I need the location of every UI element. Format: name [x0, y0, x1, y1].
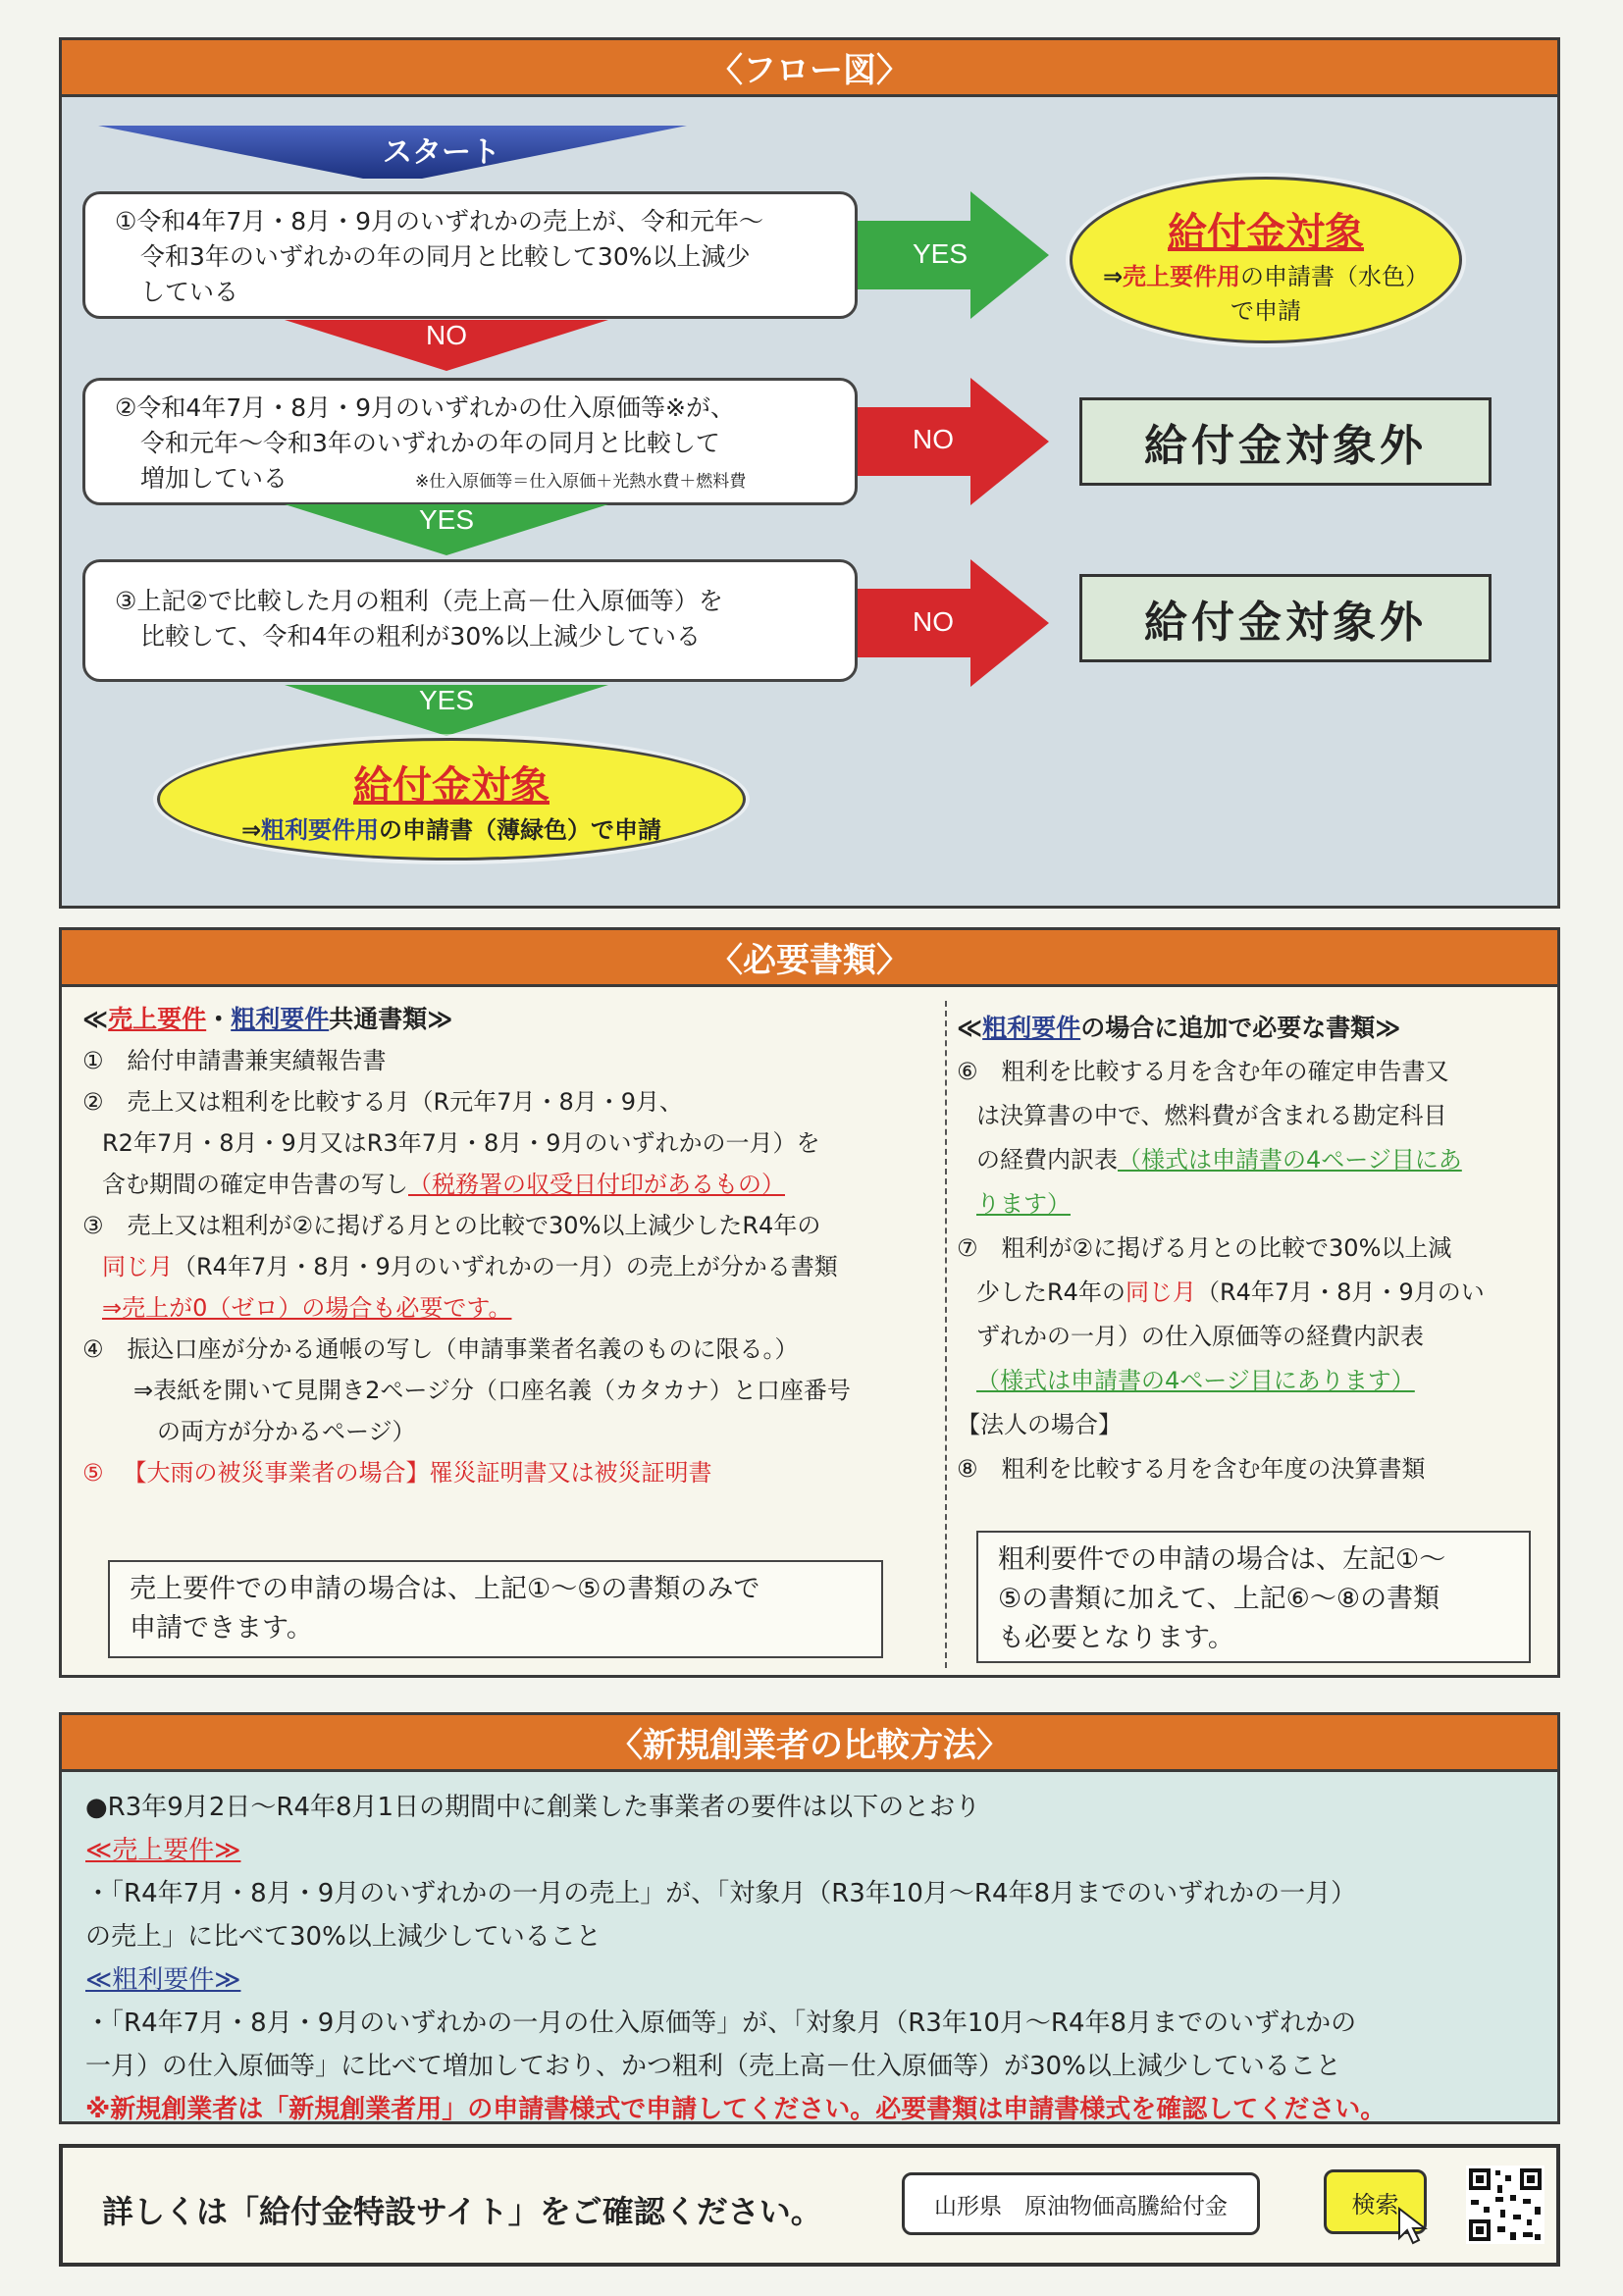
step1-line3: している — [140, 278, 239, 306]
step3-box — [82, 559, 858, 682]
right-title-gross: 粗利要件 — [982, 1014, 1081, 1042]
doc-item-1: ① 給付申請書兼実績報告書 — [82, 1047, 387, 1074]
right-info-line3: も必要となります。 — [998, 1623, 1234, 1653]
newbiz-sales-line1: ・「R4年7月・8月・9月のいずれかの一月の売上」が、「対象月（R3年10月～R4年8月までのいずれかの一月） — [85, 1879, 1357, 1908]
doc-item-3b: （R4年7月・8月・9月のいずれかの一月）の売上が分かる書類 — [173, 1253, 838, 1280]
search-button-label: 検索 — [1351, 2190, 1399, 2218]
doc-item-7a: ⑦ 粗利が②に掲げる月との比較で30%以上減 — [957, 1234, 1452, 1262]
doc-item-6c: の経費内訳表 — [976, 1146, 1118, 1174]
start-label: スタート — [383, 135, 500, 170]
step2-line3: 増加している — [140, 464, 288, 493]
doc-item-7b-red: 同じ月 — [1125, 1278, 1196, 1306]
no-down-label-1: NO — [426, 320, 467, 350]
doc-item-4a: ④ 振込口座が分かる通帳の写し（申請事業者名義のものに限る。） — [82, 1335, 799, 1363]
doc-item-7b1: 少したR4年の — [976, 1278, 1126, 1306]
cursor-icon — [1397, 2207, 1431, 2246]
result2-box: 給付金対象外 — [1079, 397, 1492, 486]
result4-emph: 粗利要件用 — [261, 816, 380, 844]
newbiz-body — [85, 1786, 1547, 2131]
step2-note: ※仕入原価等＝仕入原価＋光熱水費＋燃料費 — [415, 472, 747, 492]
step2-box — [82, 378, 858, 505]
result1-emph: 売上要件用 — [1123, 263, 1241, 290]
step2-line2: 令和元年～令和3年のいずれかの年の同月と比較して — [140, 429, 720, 457]
step1-line2: 令和3年のいずれかの年の同月と比較して30%以上減少 — [140, 242, 751, 271]
no-label-2: NO — [913, 424, 954, 454]
right-info-line2: ⑤の書類に加えて、上記⑥～⑧の書類 — [998, 1584, 1440, 1614]
doc-item-6c-green: （様式は申請書の4ページ目にあ — [1118, 1146, 1462, 1174]
newbiz-warning: ※新規創業者は「新規創業者用」の申請書様式で申請してください。必要書類は申請書様式を確認してください。 — [85, 2095, 1387, 2124]
result4-title: 給付金対象 — [353, 763, 550, 809]
result1-prefix: ⇒ — [1102, 263, 1124, 290]
newbiz-gross-line1: ・「R4年7月・8月・9月のいずれかの一月の仕入原価等」が、「対象月（R3年10月～R4年8月までのいずれかの — [85, 2009, 1357, 2038]
step1-box — [82, 191, 858, 319]
doc-item-8: ⑧ 粗利を比較する月を含む年度の決算書類 — [957, 1455, 1426, 1483]
doc-item-2a: ② 売上又は粗利を比較する月（R元年7月・8月・9月、 — [82, 1088, 683, 1116]
newbiz-header: 〈新規創業者の比較方法〉 — [62, 1715, 1557, 1772]
newbiz-sales-title: ≪売上要件≫ — [85, 1836, 241, 1865]
yes-down-label-2: YES — [418, 504, 475, 535]
result1-title: 給付金対象 — [1168, 210, 1364, 255]
left-title-gross: 粗利要件 — [231, 1005, 330, 1033]
result1-suffix: の申請書（水色） — [1240, 263, 1430, 290]
newbiz-gross-title: ≪粗利要件≫ — [85, 1965, 241, 1995]
doc-item-3b-red: 同じ月 — [102, 1253, 173, 1280]
doc-item-2c: 含む期間の確定申告書の写し — [102, 1171, 408, 1198]
newbiz-gross-line2: 一月）の仕入原価等」に比べて増加しており、かつ粗利（売上高－仕入原価等）が30%以上減少していること — [85, 2052, 1341, 2081]
qr-code-icon — [1466, 2166, 1544, 2244]
no-arrow-3 — [858, 559, 1054, 687]
doc-item-6b: は決算書の中で、燃料費が含まれる勘定科目 — [976, 1102, 1447, 1129]
docs-left-column — [82, 999, 946, 1493]
right-title: ≪粗利要件の場合に追加で必要な書類≫ — [957, 1014, 1401, 1042]
right-info-line1: 粗利要件での申請の場合は、左記①～ — [998, 1544, 1446, 1575]
result4-suffix: の申請書（薄緑色）で申請 — [379, 816, 662, 844]
result4-prefix: ⇒ — [240, 816, 262, 844]
doc-item-5: 【大雨の被災事業者の場合】罹災証明書又は被災証明書 — [123, 1459, 712, 1487]
search-query-box[interactable] — [902, 2172, 1260, 2235]
doc-item-7b2: （R4年7月・8月・9月のい — [1195, 1278, 1485, 1306]
doc-item-7d: （様式は申請書の4ページ目にあります） — [976, 1367, 1415, 1394]
doc-corp: 【法人の場合】 — [957, 1411, 1122, 1438]
newbiz-intro: ●R3年9月2日～R4年8月1日の期間中に創業した事業者の要件は以下のとおり — [85, 1793, 981, 1822]
doc-item-6d: ります） — [976, 1190, 1071, 1218]
result1-oval — [1070, 177, 1462, 343]
doc-item-2d: （税務署の収受日付印があるもの） — [408, 1171, 785, 1198]
left-info-line1: 売上要件での申請の場合は、上記①～⑤の書類のみで — [130, 1574, 760, 1604]
doc-item-5num: ⑤ — [82, 1459, 104, 1487]
result4-oval — [157, 738, 746, 861]
doc-item-2b: R2年7月・8月・9月又はR3年7月・8月・9月のいずれかの一月）を — [102, 1129, 820, 1157]
result1-line2: で申請 — [1230, 297, 1301, 325]
step2-line1: ②令和4年7月・8月・9月のいずれかの仕入原価等※が、 — [115, 393, 735, 422]
doc-item-3c: ⇒売上が0（ゼロ）の場合も必要です。 — [102, 1294, 512, 1322]
footer-bar — [59, 2144, 1560, 2267]
step3-line2: 比較して、令和4年の粗利が30%以上減少している — [140, 622, 701, 651]
yes-down-label-3: YES — [418, 685, 475, 715]
doc-item-6a: ⑥ 粗利を比較する月を含む年の確定申告書又 — [957, 1058, 1449, 1085]
yes-label-1: YES — [913, 238, 969, 269]
docs-header: 〈必要書類〉 — [62, 930, 1557, 987]
step1-line1: ①令和4年7月・8月・9月のいずれかの売上が、令和元年～ — [115, 207, 764, 235]
left-info-box — [108, 1560, 883, 1658]
left-info-line2: 申請できます。 — [130, 1613, 313, 1644]
step3-line1: ③上記②で比較した月の粗利（売上高－仕入原価等）を — [115, 587, 723, 615]
no-arrow-2 — [858, 378, 1054, 505]
right-info-box — [976, 1531, 1531, 1663]
doc-item-4c: の両方が分かるページ） — [157, 1418, 416, 1445]
left-title: ≪売上要件・粗利要件共通書類≫ — [82, 1005, 453, 1033]
left-title-sales: 売上要件 — [108, 1005, 207, 1033]
docs-right-column — [957, 1006, 1545, 1491]
doc-item-4b: ⇒表紙を開いて見開き2ページ分（口座名義（カタカナ）と口座番号 — [133, 1377, 851, 1404]
no-label-3: NO — [913, 606, 954, 637]
doc-item-7c: ずれかの一月）の仕入原価等の経費内訳表 — [976, 1323, 1424, 1350]
flow-header: 〈フロー図〉 — [62, 40, 1557, 97]
footer-text: 詳しくは「給付金特設サイト」をご確認ください。 — [102, 2193, 822, 2230]
doc-item-3a: ③ 売上又は粗利が②に掲げる月との比較で30%以上減少したR4年の — [82, 1212, 821, 1239]
newbiz-section — [59, 1712, 1560, 2124]
search-query-text: 山形県 原油物価高騰給付金 — [934, 2193, 1228, 2219]
result3-box: 給付金対象外 — [1079, 574, 1492, 662]
newbiz-sales-line2: の売上」に比べて30%以上減少していること — [85, 1922, 602, 1952]
